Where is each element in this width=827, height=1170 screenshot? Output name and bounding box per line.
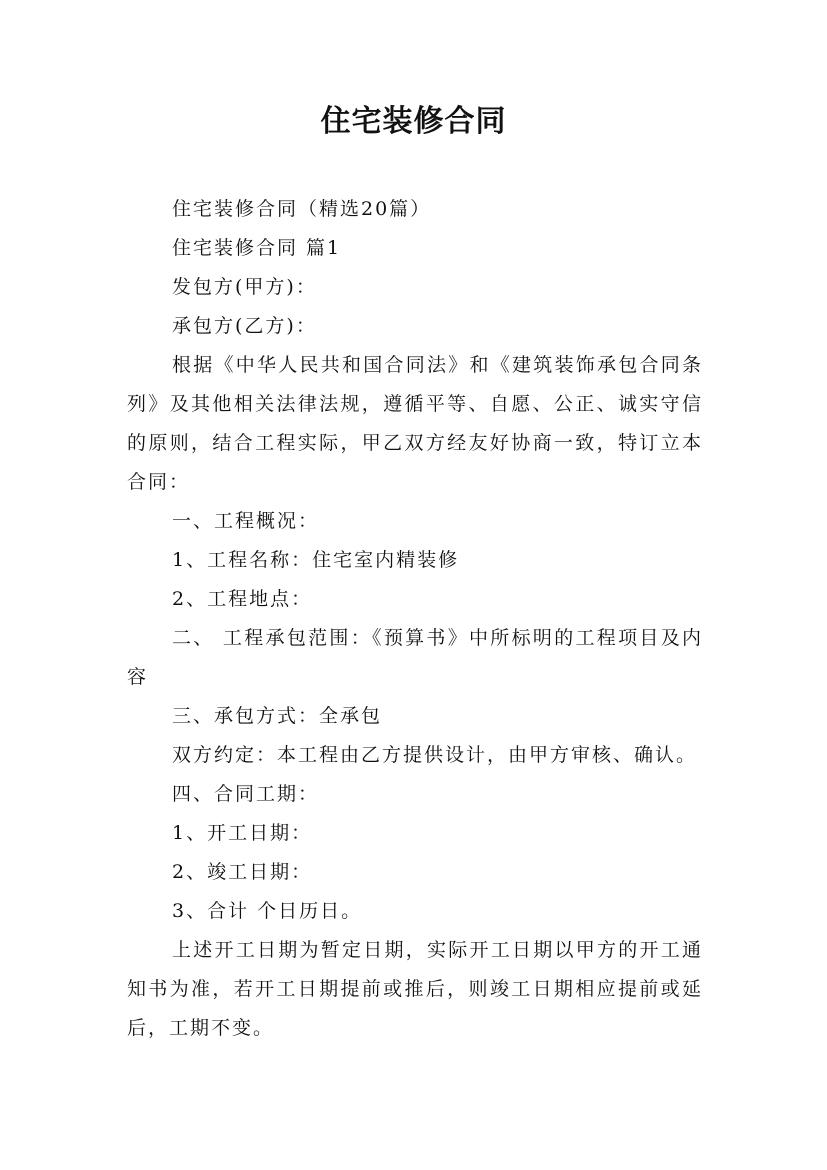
paragraph: 根据《中华人民共和国合同法》和《建筑装饰承包合同条列》及其他相关法律法规，遵循平等、自愿、公正、诚实守信的原则，结合工程实际，甲乙双方经友好协商一致，特订立本合同：	[127, 354, 703, 493]
paragraph: 2、竣工日期：	[172, 861, 313, 883]
paragraph: 二、 工程承包范围：《预算书》中所标明的工程项目及内容	[127, 627, 703, 688]
paragraph: 住宅装修合同 篇1	[172, 237, 342, 259]
paragraph: 发包方(甲方)：	[172, 276, 317, 298]
document-title: 住宅装修合同	[320, 104, 507, 139]
document-body	[127, 190, 703, 1048]
paragraph: 双方约定：本工程由乙方提供设计，由甲方审核、确认。	[172, 744, 698, 766]
paragraph: 一、工程概况：	[172, 510, 320, 532]
paragraph: 上述开工日期为暂定日期，实际开工日期以甲方的开工通知书为准，若开工日期提前或推后，则竣工日期相应提前或延后，工期不变。	[127, 939, 703, 1039]
paragraph: 四、合同工期：	[172, 783, 320, 805]
paragraph: 承包方(乙方)：	[172, 315, 317, 337]
paragraph: 1、开工日期：	[172, 822, 313, 844]
paragraph: 1、工程名称：住宅室内精装修	[172, 549, 460, 571]
paragraph: 三、承包方式：全承包	[172, 705, 383, 727]
paragraph: 3、合计 个日历日。	[172, 900, 363, 922]
paragraph: 2、工程地点：	[172, 588, 313, 610]
paragraph: 住宅装修合同（精选20篇）	[172, 198, 432, 220]
